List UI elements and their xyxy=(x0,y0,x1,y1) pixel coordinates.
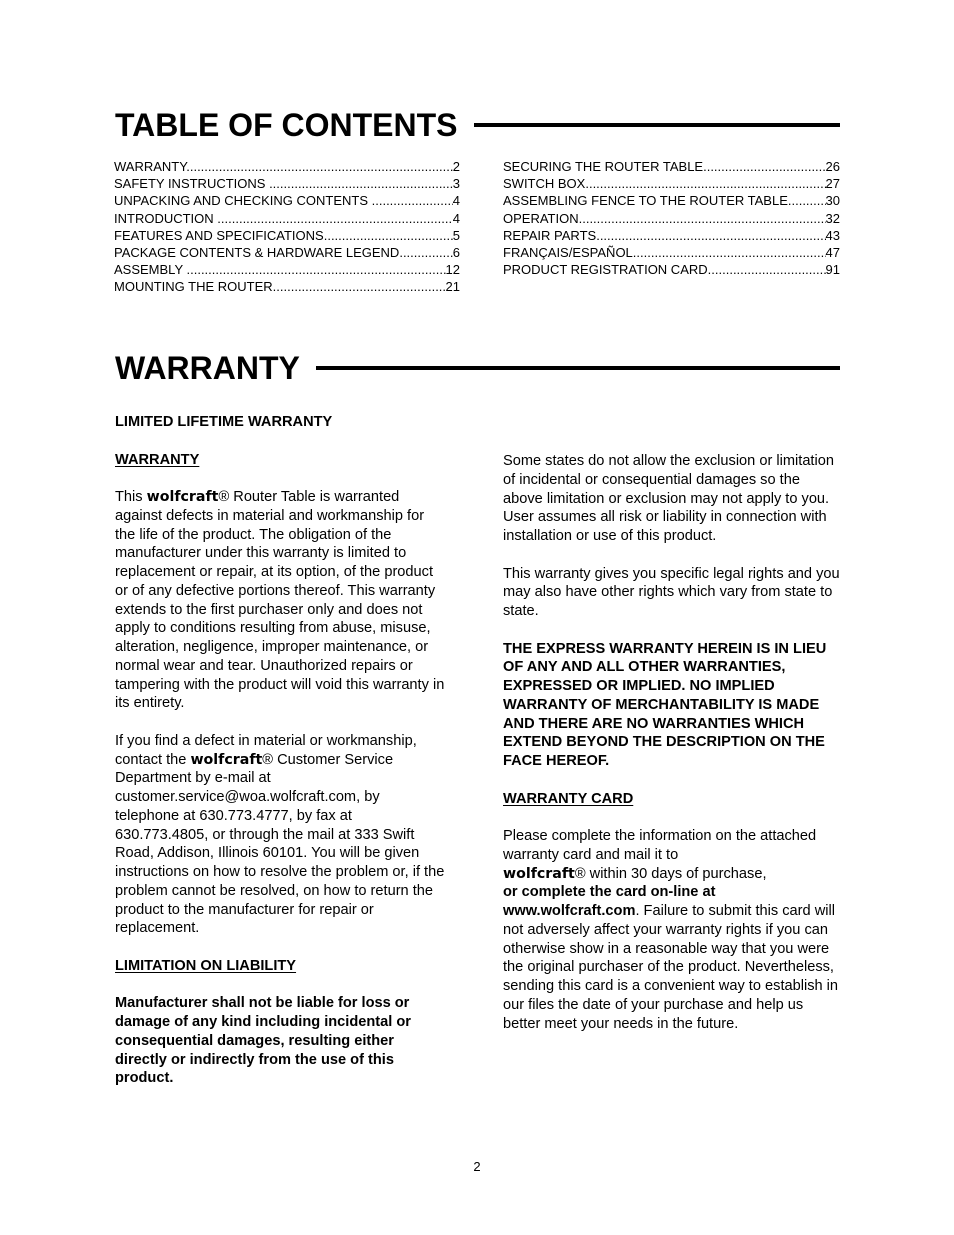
toc-entry-label: ASSEMBLING FENCE TO THE ROUTER TABLE ..... xyxy=(503,192,826,209)
toc-entry-page: 4 xyxy=(452,193,460,209)
text-fragment: This xyxy=(115,489,147,505)
warranty-heading-rule xyxy=(316,366,840,370)
toc-entry-label: REPAIR PARTS ..... xyxy=(503,227,826,244)
toc-entry-label: FEATURES AND SPECIFICATIONS ..... xyxy=(114,227,453,244)
toc-entry-page: 47 xyxy=(825,245,840,261)
limited-warranty-heading: LIMITED LIFETIME WARRANTY xyxy=(115,414,333,430)
toc-entry-page: 43 xyxy=(825,227,840,243)
warranty-card-heading: WARRANTY CARD xyxy=(503,790,634,807)
toc-right-column xyxy=(503,158,840,278)
registered-mark: ® xyxy=(262,751,274,768)
liability-heading: LIMITATION ON LIABILITY xyxy=(115,957,297,974)
toc-entry[interactable] xyxy=(503,192,840,209)
toc-entry-label: INTRODUCTION ..... xyxy=(114,210,453,227)
toc-entry[interactable] xyxy=(114,210,460,227)
text-fragment: If you find a defect in material or workmanship, contact the xyxy=(115,732,417,768)
toc-entry-label: MOUNTING THE ROUTER ..... xyxy=(114,278,446,295)
toc-entry-label: WARRANTY ..... xyxy=(114,158,453,175)
toc-entry[interactable] xyxy=(503,210,840,227)
toc-entry-page: 4 xyxy=(452,210,460,226)
toc-entry-page: 5 xyxy=(452,227,460,243)
toc-entry-label: PRODUCT REGISTRATION CARD ..... xyxy=(503,261,826,278)
toc-entry-page: 3 xyxy=(452,176,460,192)
toc-title: TABLE OF CONTENTS xyxy=(115,107,458,143)
warranty-subheading: WARRANTY xyxy=(115,451,200,468)
toc-entry[interactable] xyxy=(503,175,840,192)
toc-entry-page: 21 xyxy=(445,279,460,295)
toc-entry[interactable] xyxy=(503,244,840,261)
toc-entry[interactable] xyxy=(114,244,460,261)
toc-entry-page: 32 xyxy=(825,210,840,226)
toc-left-column xyxy=(114,158,460,296)
warranty-heading-row xyxy=(115,352,840,384)
toc-entry-page: 2 xyxy=(452,159,460,174)
toc-entry-label: FRANÇAIS/ESPAÑOL ..... xyxy=(503,244,826,261)
toc-entry-page: 26 xyxy=(825,159,840,174)
toc-entry-label: SAFETY INSTRUCTIONS ..... xyxy=(114,175,453,192)
warranty-paragraph xyxy=(115,488,445,713)
brand-name: wolfcraft xyxy=(190,751,263,768)
toc-entry-page: 6 xyxy=(452,245,460,261)
text-fragment: Please complete the information on the attached warranty card and mail it to xyxy=(503,828,817,863)
toc-entry-label: UNPACKING AND CHECKING CONTENTS ..... xyxy=(114,192,453,209)
states-paragraph: Some states do not allow the exclusion or limitation of incidental or consequential damages so the above limitation or exclusion may not apply to you. User assumes all risk or liability in connection with installation or use of this product. xyxy=(503,453,834,544)
toc-entry-label: OPERATION ..... xyxy=(503,210,826,227)
toc-entry[interactable] xyxy=(114,175,460,192)
text-fragment: within 30 days of purchase, xyxy=(585,865,767,882)
toc-entry[interactable] xyxy=(503,158,840,175)
toc-entry[interactable] xyxy=(503,227,840,244)
toc-entry[interactable] xyxy=(114,227,460,244)
toc-entry-label: SWITCH BOX ..... xyxy=(503,175,826,192)
registered-mark: ® xyxy=(218,489,230,505)
toc-entry-label: PACKAGE CONTENTS & HARDWARE LEGEND ..... xyxy=(114,244,453,261)
warranty-right-column xyxy=(503,452,843,1052)
text-fragment: . Failure to submit this card will not adversely affect your warranty rights if you can otherwise show in a reasonable way that you were the original purchaser of the product. Nevertheless, sending this card is a convenient way to establish in our files the date of your purchase and help us better meet your needs in the future. xyxy=(503,903,839,1032)
toc-entry[interactable] xyxy=(114,278,460,295)
text-fragment: Router Table is warranted against defects in material and workmanship for the life of the product. The obligation of the manufacturer under this warranty is limited to replacement or repair, at its option, of the product or of any defective portions thereof. This warranty extends to the first purchaser only and does not apply to conditions resulting from abuse, misuse, alteration, negligence, improper maintenance, or normal wear and tear. Unauthorized repairs or tampering with the product will void this warranty in its entirety. xyxy=(115,489,445,712)
brand-name: wolfcraft xyxy=(146,489,219,505)
registered-mark: ® xyxy=(574,865,586,882)
brand-name: wolfcraft xyxy=(503,865,575,882)
toc-entry[interactable] xyxy=(114,261,460,278)
toc-heading-row xyxy=(115,109,840,141)
toc-entry-page: 12 xyxy=(445,262,460,278)
toc-entry-page: 30 xyxy=(825,193,840,209)
toc-entry-page: 27 xyxy=(825,176,840,192)
warranty-title: WARRANTY xyxy=(115,350,300,386)
toc-entry-label: ASSEMBLY ..... xyxy=(114,261,446,278)
rights-paragraph: This warranty gives you specific legal rights and you may also have other rights which vary from state to state. xyxy=(503,565,840,619)
text-fragment: Customer Service Department by e-mail at customer.service@woa.wolfcraft.com, by telephone at 630.773.4777, by fax at 630.773.4805, or through the mail at 333 Swift Road, Addison, Illinois 60101. You will be given instructions on how to resolve the problem or, if the problem cannot be resolved, on how to return the product to the manufacturer for repair or replacement. xyxy=(115,751,445,937)
toc-entry[interactable] xyxy=(503,261,840,278)
page-number: 2 xyxy=(473,1159,481,1174)
toc-heading-rule xyxy=(474,123,841,127)
toc-entry[interactable] xyxy=(114,192,460,209)
toc-entry[interactable] xyxy=(114,158,460,175)
toc-entry-page: 91 xyxy=(825,262,840,278)
online-registration-text: or complete the card on-line at www.wolfcraft.com xyxy=(503,884,716,919)
express-warranty-paragraph: THE EXPRESS WARRANTY HEREIN IS IN LIEU OF ANY AND ALL OTHER WARRANTIES, EXPRESSED OR IMPLIED. NO IMPLIED WARRANTY OF MERCHANTABILITY IS MADE AND THERE ARE NO WARRANTIES WHICH EXTEND BEYOND THE DESCRIPTION ON THE FACE HEREOF. xyxy=(503,640,827,769)
warranty-card-paragraph xyxy=(503,827,843,1033)
contact-paragraph xyxy=(115,732,445,938)
toc-entry-label: SECURING THE ROUTER TABLE ..... xyxy=(503,158,826,175)
liability-paragraph: Manufacturer shall not be liable for loss or damage of any kind including incidental or consequential damages, resulting either directly or indirectly from the use of this product. xyxy=(115,995,411,1087)
warranty-left-column xyxy=(115,413,445,1107)
